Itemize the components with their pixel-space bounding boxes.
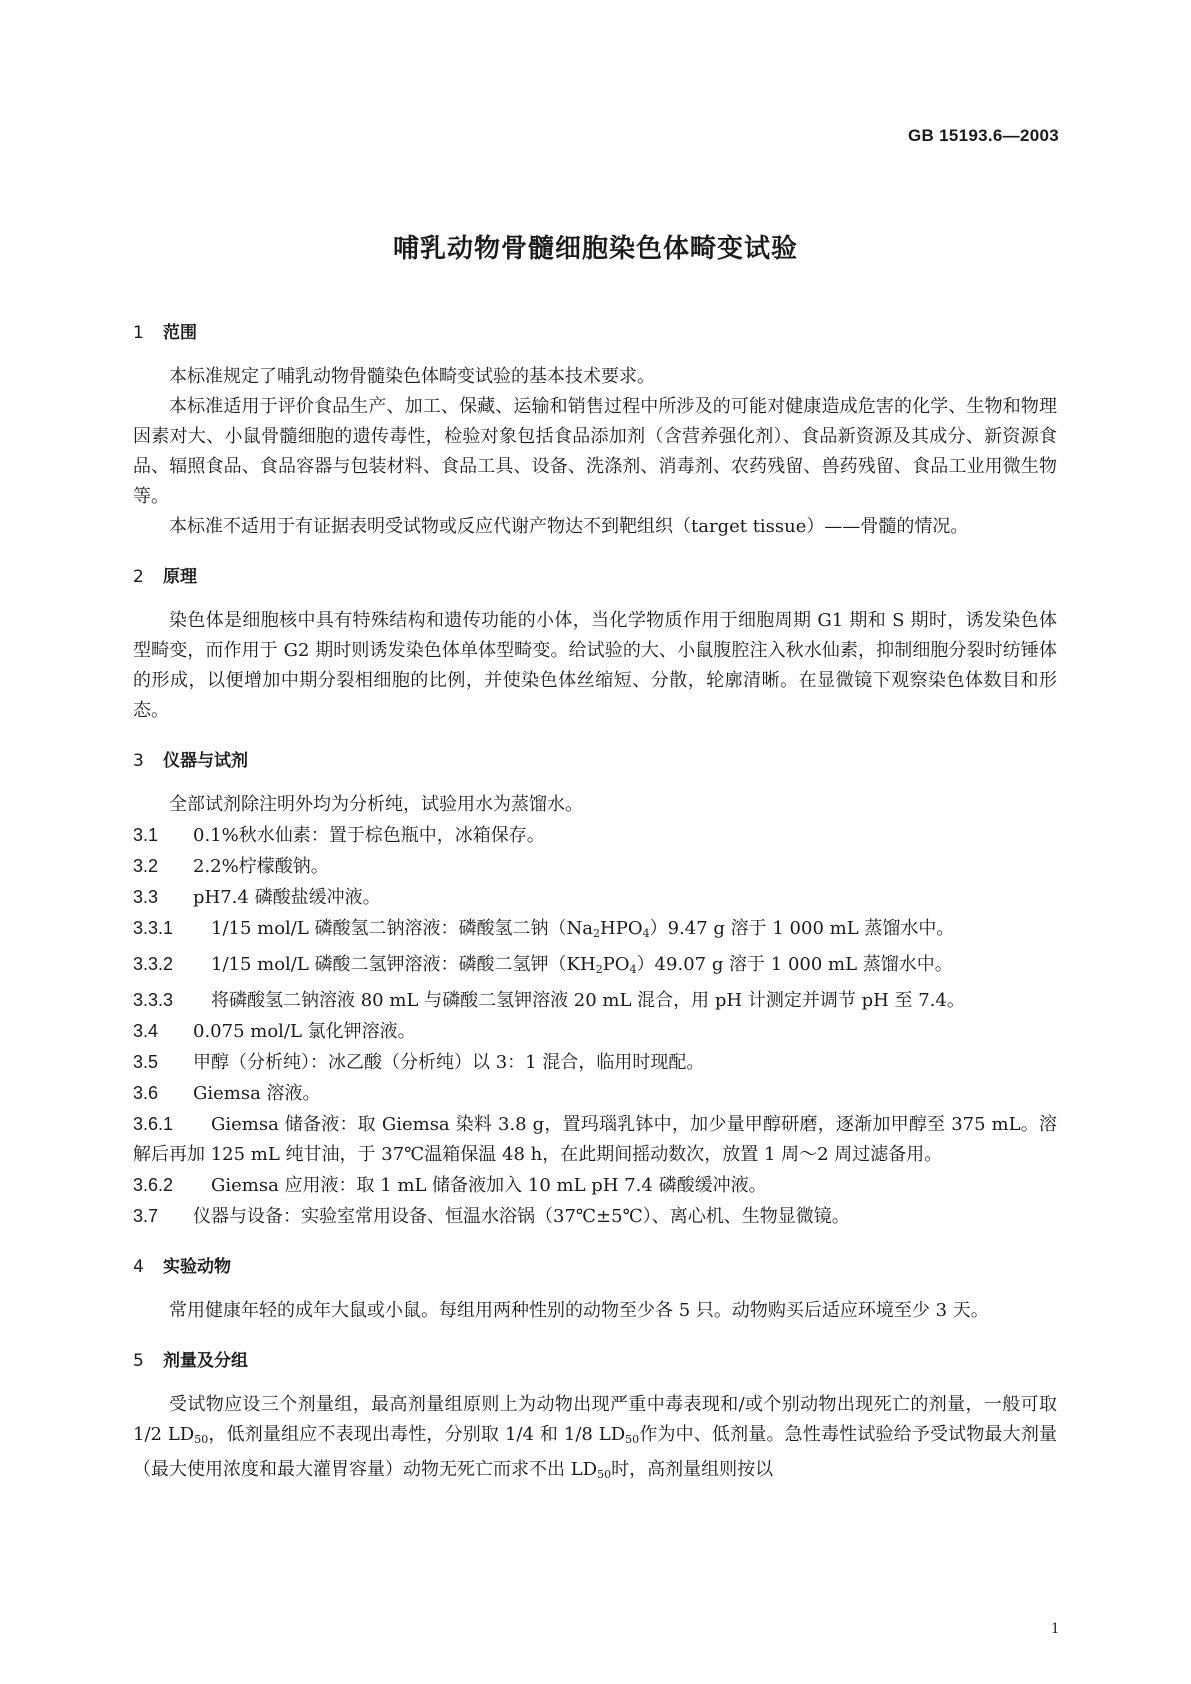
paragraph-text: ，低剂量组应不表现出毒性，分别取 1/4 和 1/8 LD [208, 1424, 626, 1445]
clause-3-4 [133, 1016, 1057, 1047]
clause-3-5 [133, 1047, 1057, 1078]
clause-text: PO [602, 954, 630, 975]
section-heading-2 [133, 564, 1057, 590]
clause-text: 仪器与设备：实验室常用设备、恒温水浴锅（37℃±5℃）、离心机、生物显微镜。 [193, 1206, 850, 1227]
clause-number: 3.5 [133, 1052, 159, 1072]
section-title: 原理 [163, 567, 197, 587]
clause-number: 3.3.2 [133, 954, 174, 974]
section-number: 4 [133, 1257, 144, 1277]
section-heading-4 [133, 1254, 1057, 1280]
section-heading-3 [133, 748, 1057, 774]
clause-number: 3.1 [133, 825, 159, 845]
clause-3-3-1 [133, 913, 1057, 949]
clause-number: 3.3.3 [133, 990, 174, 1010]
document-body [133, 320, 1057, 1490]
clause-text: 将磷酸氢二钠溶液 80 mL 与磷酸二氢钾溶液 20 mL 混合，用 pH 计测定并调节 pH 至 7.4。 [211, 990, 965, 1011]
standard-code: GB 15193.6—2003 [908, 126, 1059, 145]
paragraph: 本标准不适用于有证据表明受试物或反应代谢产物达不到靶组织（target tissue）——骨髓的情况。 [169, 516, 969, 537]
paragraph: 常用健康年轻的成年大鼠或小鼠。每组用两种性别的动物至少各 5 只。动物购买后适应环境至少 3 天。 [169, 1300, 989, 1321]
section-heading-5 [133, 1348, 1057, 1374]
clause-number: 3.6 [133, 1083, 159, 1103]
subscript: 50 [194, 1433, 209, 1446]
clause-3-7 [133, 1201, 1057, 1232]
clause-number: 3.3.1 [133, 918, 174, 938]
paragraph: 全部试剂除注明外均为分析纯，试验用水为蒸馏水。 [169, 794, 583, 815]
paragraph-text: 作为中、低剂量。急性毒性试验给予受试物最大剂量（最大使用浓度和最大灌胃容量）动物无死亡而求不出 LD [133, 1424, 1058, 1480]
section-number: 2 [133, 567, 144, 587]
paragraph-text: 时，高剂量组则按以 [611, 1459, 774, 1480]
page-number: 1 [1051, 1620, 1059, 1637]
subscript: 2 [595, 963, 603, 976]
clause-text: Giemsa 应用液：取 1 mL 储备液加入 10 mL pH 7.4 磷酸缓冲液。 [211, 1175, 767, 1196]
clause-3-1 [133, 820, 1057, 851]
clause-text: ）9.47 g 溶于 1 000 mL 蒸馏水中。 [649, 918, 955, 939]
clause-3-6-1 [133, 1109, 1057, 1170]
clause-3-3 [133, 882, 1057, 913]
section-number: 1 [133, 323, 144, 343]
clause-number: 3.4 [133, 1021, 159, 1041]
clause-text: 0.075 mol/L 氯化钾溶液。 [193, 1021, 416, 1042]
clause-text: 0.1%秋水仙素：置于棕色瓶中，冰箱保存。 [193, 825, 545, 846]
clause-text: pH7.4 磷酸盐缓冲液。 [193, 887, 381, 908]
clause-3-3-2 [133, 949, 1057, 985]
clause-3-6 [133, 1078, 1057, 1109]
clause-text: HPO [600, 918, 643, 939]
section-title: 实验动物 [163, 1257, 231, 1277]
paragraph: 本标准适用于评价食品生产、加工、保藏、运输和销售过程中所涉及的可能对健康造成危害的化学、生物和物理因素对大、小鼠骨髓细胞的遗传毒性，检验对象包括食品添加剂（含营养强化剂）、食品新资源及其成分、新资源食品、辐照食品、食品容器与包装材料、食品工具、设备、洗涤剂、消毒剂、农药残留、兽药残留、食品工业用微生物等。 [133, 396, 1057, 507]
paragraph [133, 1390, 1057, 1490]
section-number: 3 [133, 751, 144, 771]
clause-text: 2.2%柠檬酸钠。 [193, 856, 329, 877]
subscript: 4 [642, 927, 650, 940]
paragraph: 本标准规定了哺乳动物骨髓染色体畸变试验的基本技术要求。 [169, 366, 655, 387]
subscript: 50 [597, 1468, 612, 1481]
section-number: 5 [133, 1351, 144, 1371]
clause-text: 1/15 mol/L 磷酸二氢钾溶液：磷酸二氢钾（KH [211, 954, 596, 975]
clause-text: ）49.07 g 溶于 1 000 mL 蒸馏水中。 [636, 954, 953, 975]
subscript: 2 [593, 927, 601, 940]
section-title: 范围 [163, 323, 197, 343]
section-heading-1 [133, 320, 1057, 346]
clause-number: 3.6.1 [133, 1114, 174, 1134]
document-title: 哺乳动物骨髓细胞染色体畸变试验 [392, 234, 798, 264]
section-title: 剂量及分组 [163, 1351, 248, 1371]
clause-number: 3.6.2 [133, 1175, 174, 1195]
clause-3-3-3 [133, 985, 1057, 1016]
clause-text: Giemsa 储备液：取 Giemsa 染料 3.8 g，置玛瑙乳钵中，加少量甲醇研磨，逐渐加甲醇至 375 mL。溶解后再加 125 mL 纯甘油，于 37℃温箱保温 48 h，在此期间摇动数次，放置 1 周～2 周过滤备用。 [133, 1114, 1057, 1165]
clause-3-6-2 [133, 1170, 1057, 1201]
clause-text: Giemsa 溶液。 [193, 1083, 321, 1104]
clause-number: 3.2 [133, 856, 159, 876]
clause-text: 甲醇（分析纯）：冰乙酸（分析纯）以 3：1 混合，临用时现配。 [193, 1052, 705, 1073]
clause-text: 1/15 mol/L 磷酸氢二钠溶液：磷酸氢二钠（Na [211, 918, 594, 939]
clause-number: 3.3 [133, 887, 159, 907]
clause-3-2 [133, 851, 1057, 882]
paragraph: 染色体是细胞核中具有特殊结构和遗传功能的小体，当化学物质作用于细胞周期 G1 期和 S 期时，诱发染色体型畸变，而作用于 G2 期时则诱发染色体单体型畸变。给试验的大、小鼠腹腔注入秋水仙素，抑制细胞分裂时纺锤体的形成，以便增加中期分裂相细胞的比例，并使染色体丝缩短、分散，轮廓清晰。在显微镜下观察染色体数目和形态。 [133, 610, 1057, 721]
clause-number: 3.7 [133, 1206, 159, 1226]
paragraph-text: 受试物应设三个剂量组，最高剂量组原则上为动物出现严重中毒表现和/或个别动物出现死亡的剂量，一般可取 1/2 LD [133, 1394, 1057, 1445]
subscript: 4 [629, 963, 637, 976]
section-title: 仪器与试剂 [163, 751, 248, 771]
subscript: 50 [625, 1433, 640, 1446]
